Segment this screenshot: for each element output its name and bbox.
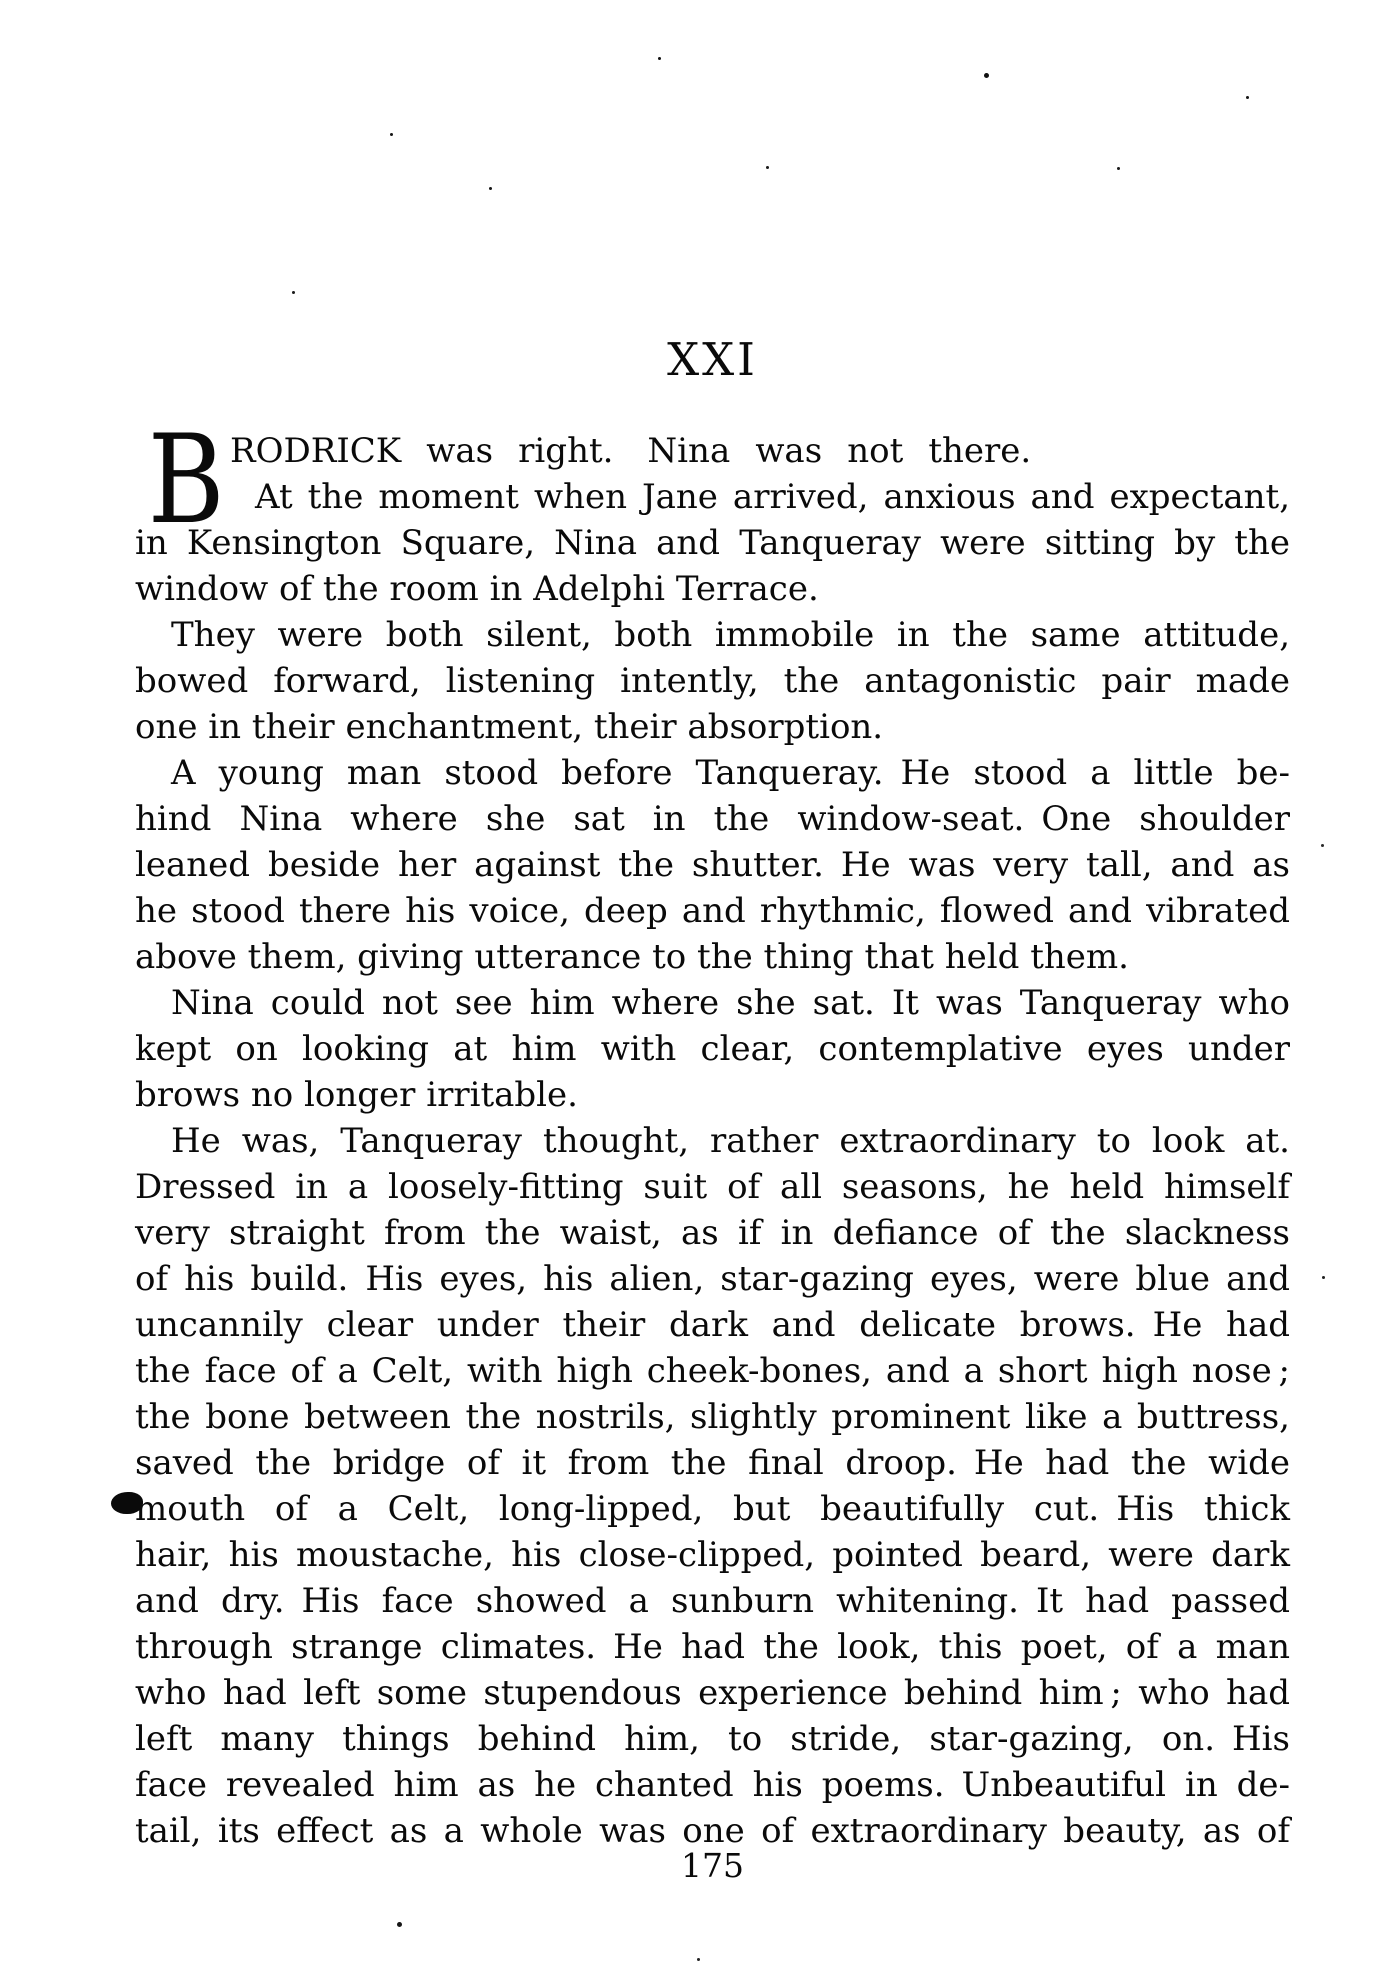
- text-line: Nina could not see him where she sat. It was Tanqueray who: [171, 983, 1290, 1023]
- text-line: face revealed him as he chanted his poems. Unbeautiful in de-: [135, 1765, 1290, 1805]
- text-line: he stood there his voice, deep and rhythmic, flowed and vibrated: [135, 891, 1290, 931]
- text-line: window of the room in Adelphi Terrace.: [135, 569, 819, 609]
- drop-cap-letter: B: [147, 409, 225, 552]
- text-line: Dressed in a loosely-fitting suit of all seasons, he held himself: [135, 1167, 1290, 1207]
- body-text: [135, 409, 1290, 1854]
- text-line: through strange climates. He had the look, this poet, of a man: [135, 1627, 1290, 1667]
- text-line: left many things behind him, to stride, star-gazing, on. His: [135, 1719, 1290, 1759]
- text-line: bowed forward, listening intently, the antagonistic pair made: [135, 661, 1290, 701]
- text-line: who had left some stupendous experience behind him ; who had: [135, 1673, 1290, 1713]
- text-line: hair, his moustache, his close-clipped, pointed beard, were dark: [135, 1535, 1290, 1575]
- paragraph: [135, 750, 1290, 980]
- text-line: very straight from the waist, as if in defiance of the slackness: [135, 1213, 1290, 1253]
- chapter-heading: XXI: [667, 333, 758, 386]
- text-line: in Kensington Square, Nina and Tanqueray were sitting by the: [135, 523, 1290, 563]
- text-line: uncannily clear under their dark and delicate brows. He had: [135, 1305, 1290, 1345]
- page-number: 175: [681, 1846, 744, 1885]
- text-line: and dry. His face showed a sunburn whitening. It had passed: [135, 1581, 1290, 1621]
- text-line: kept on looking at him with clear, contemplative eyes under: [135, 1029, 1290, 1069]
- text-line: the face of a Celt, with high cheek-bones, and a short high nose ;: [135, 1351, 1290, 1391]
- paragraph: [135, 612, 1290, 750]
- text-line: They were both silent, both immobile in the same attitude,: [171, 615, 1290, 655]
- text-line: of his build. His eyes, his alien, star-gazing eyes, were blue and: [135, 1259, 1290, 1299]
- text-line: the bone between the nostrils, slightly prominent like a buttress,: [135, 1397, 1290, 1437]
- text-line: above them, giving utterance to the thing that held them.: [135, 937, 1129, 977]
- paragraph: [135, 409, 1290, 612]
- text-column: [135, 333, 1290, 1885]
- text-line: At the moment when Jane arrived, anxious and expectant,: [255, 477, 1290, 517]
- text-line: A young man stood before Tanqueray. He stood a little be-: [171, 753, 1290, 793]
- text-line: He was, Tanqueray thought, rather extraordinary to look at.: [171, 1121, 1290, 1161]
- ink-specks: [658, 57, 661, 60]
- paragraph: [135, 980, 1290, 1118]
- text-line: mouth of a Celt, long-lipped, but beautifully cut. His thick: [135, 1489, 1290, 1529]
- text-line: RODRICK was right. Nina was not there.: [230, 431, 1032, 471]
- text-line: leaned beside her against the shutter. He was very tall, and as: [135, 845, 1290, 885]
- text-line: one in their enchantment, their absorption.: [135, 707, 884, 747]
- text-line: tail, its effect as a whole was one of extraordinary beauty, as of: [135, 1811, 1290, 1851]
- text-line: hind Nina where she sat in the window-seat. One shoulder: [135, 799, 1290, 839]
- text-line: brows no longer irritable.: [135, 1075, 578, 1115]
- text-line: saved the bridge of it from the final droop. He had the wide: [135, 1443, 1290, 1483]
- paragraph: [135, 1118, 1290, 1854]
